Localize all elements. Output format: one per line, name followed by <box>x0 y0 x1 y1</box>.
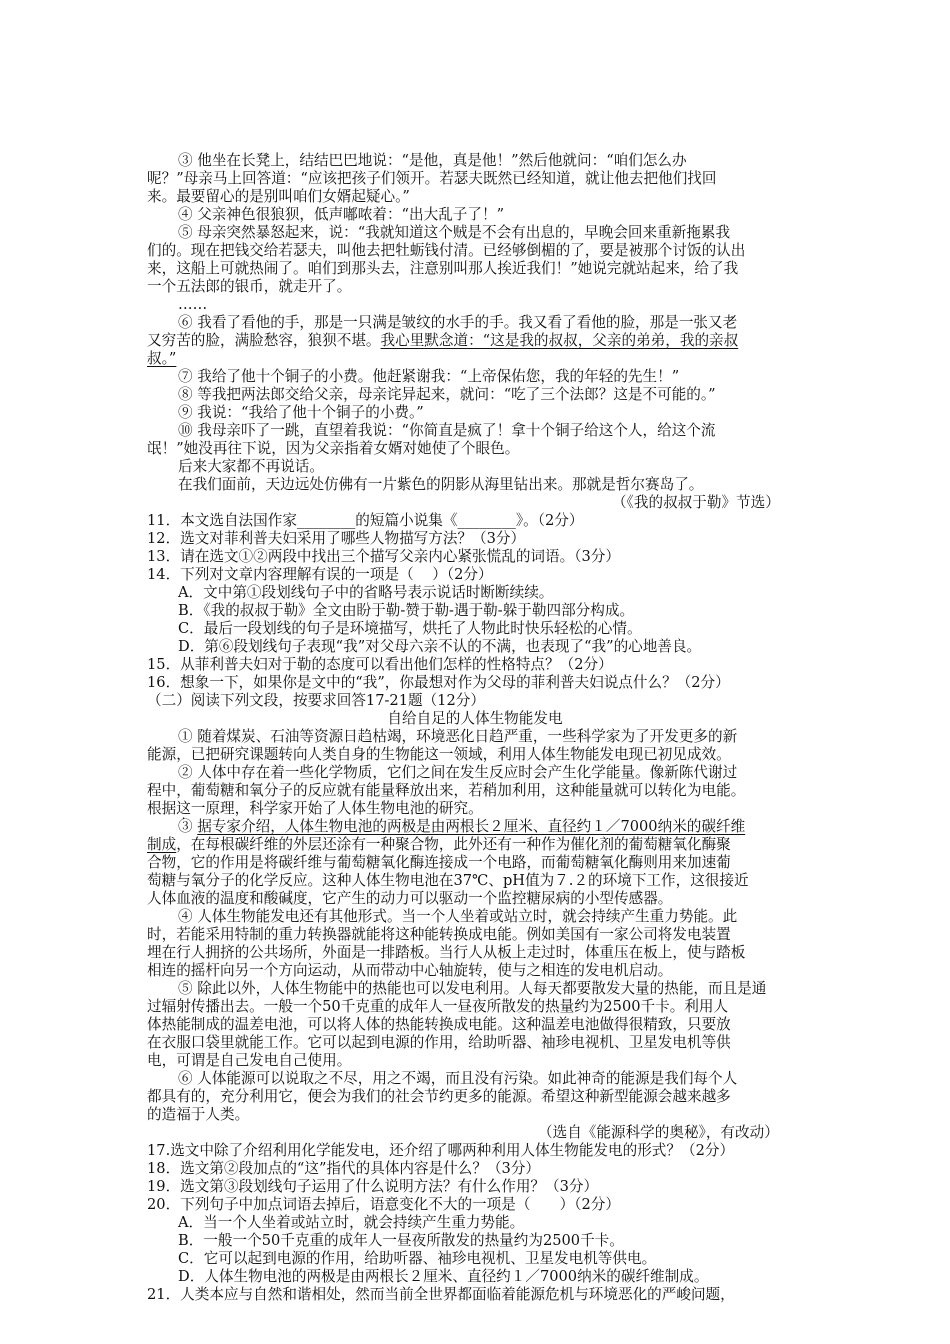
article-paragraph-3-line: 合物，它的作用是将碳纤维与葡萄糖氧化酶连接成一个电路，而葡萄糖氧化酶则用来加速葡 <box>147 854 731 871</box>
article-paragraph-2-line: 程中，葡萄糖和氧分子的反应就有能量释放出来，若稍加利用，这种能量就可以转化为电能。 <box>147 782 746 799</box>
story-paragraph-3-line: 来。最要留心的是别叫咱们女婿起疑心。” <box>147 188 410 205</box>
article-paragraph-5: ⑤ 除此以外，人体生物能中的热能也可以发电利用。人每天都要散发大量的热能，而且是通 <box>178 980 767 997</box>
article-paragraph-2-line <box>147 799 483 818</box>
question-16: 16．想象一下，如果你是文中的“我”，你最想对作为父母的菲利普夫妇说点什么？（2分） <box>147 674 730 691</box>
story-paragraph-7: ⑦ 我给了他十个铜子的小费。他赶紧谢我：“上帝保佑您，我的年轻的先生！” <box>178 368 680 385</box>
article-paragraph-1-line: 能源，已把研究课题转向人类自身的生物能这一领域，利用人体生物能发电现已初见成效。 <box>147 746 731 763</box>
article-text: ③ <box>178 818 198 835</box>
story-paragraph-9: ⑨ 我说：“我给了他十个铜子的小费。” <box>178 404 424 421</box>
question-14-option-a: A．文中第①段划线句子中的省略号表示说话时断断续续。 <box>178 584 554 601</box>
story-paragraph-6: ⑥ 我看了看他的手，那是一只满是皱纹的水手的手。我又看了看他的脸，那是一张又老 <box>178 314 738 331</box>
story-paragraph-11: 后来大家都不再说话。 <box>178 458 324 475</box>
question-12: 12．选文对菲利普夫妇采用了哪些人物描写方法？（3分） <box>147 530 526 547</box>
article-paragraph-6-line: 的造福于人类。 <box>147 1106 250 1123</box>
question-20-option-b: B．一般一个50千克重的成年人一昼夜所散发的热量约为2500千卡。 <box>178 1232 624 1249</box>
article-paragraph-1: ① 随着煤炭、石油等资源日趋枯竭，环境恶化日趋严重，一些科学家为了开发更多的新 <box>178 728 738 745</box>
article-paragraph-3-line <box>147 835 731 854</box>
question-20-option-d: D．人体生物电池的两极是由两根长２厘米、直径约１／7000纳米的碳纤维制成。 <box>178 1268 709 1285</box>
question-17: 17.选文中除了介绍利用化学能发电，还介绍了哪两种利用人体生物能发电的形式？（2分） <box>147 1142 735 1159</box>
story-paragraph-5-line: 一个五法郎的银币，就走开了。 <box>147 278 352 295</box>
question-20-option-a: A．当一个人坐着或站立时，就会持续产生重力势能。 <box>178 1214 525 1231</box>
article-paragraph-6: ⑥ 人体能源可以说取之不尽，用之不竭，而且没有污染。如此神奇的能源是我们每个人 <box>178 1070 738 1087</box>
story-paragraph-10-line: 氓！”她没再往下说，因为父亲指着女婿对她使了个眼色。 <box>147 440 520 457</box>
question-14-option-c: C．最后一段划线的句子是环境描写，烘托了人物此时快乐轻松的心情。 <box>178 620 642 637</box>
underlined-sentence: 据专家介绍，人体生物电池的两极是由两根长２厘米、直径约１／7000纳米的碳纤维 <box>197 818 746 835</box>
dotted-word: 这 <box>176 800 191 817</box>
question-11: 11．本文选自法国作家________的短篇小说集《________》。（2分） <box>147 512 584 529</box>
underlined-sentence: 制成 <box>147 836 177 853</box>
underlined-sentence: 叔。” <box>147 350 177 367</box>
story-paragraph-3-line: 呢？”母亲马上回答道：“应该把孩子们领开。若瑟夫既然已经知道，就让他去把他们找回 <box>147 170 717 187</box>
article-paragraph-4-line: 时，若能采用特制的重力转换器就能将这种能转换成电能。例如美国有一家公司将发电装置 <box>147 926 731 943</box>
story-paragraph-12: 在我们面前，天边远处仿佛有一片紫色的阴影从海里钻出来。那就是哲尔赛岛了。 <box>178 476 704 493</box>
story-paragraph-6-line <box>147 349 176 368</box>
question-14-option-d: D．第⑥段划线句子表现“我”对父母六亲不认的不满，也表现了“我”的心地善良。 <box>178 638 702 655</box>
article-text: ，在每根碳纤维的外层还涂有一种聚合物，此外还有一种作为催化剂的葡萄糖氧化酶聚 <box>176 836 731 853</box>
story-text: 又穷苦的脸，满脸愁容，狼狈不堪。 <box>147 332 381 349</box>
article-paragraph-5-line: 体热能制成的温差电池，可以将人体的热能转换成电能。这种温差电池做得很精致，只要放 <box>147 1016 731 1033</box>
question-20: 20．下列句子中加点词语去掉后，语意变化不大的一项是（ ）（2分） <box>147 1196 620 1213</box>
article-paragraph-4-line: 埋在行人拥挤的公共场所，外面是一排踏板。当行人从板上走过时，体重压在板上，使与踏板 <box>147 944 746 961</box>
question-20-option-c: C．它可以起到电源的作用，给助听器、袖珍电视机、卫星发电机等供电。 <box>178 1250 657 1267</box>
article-paragraph-5-line: 在衣服口袋里就能工作。它可以起到电源的作用，给助听器、袖珍电视机、卫星发电机等供 <box>147 1034 731 1051</box>
article-paragraph-2: ② 人体中存在着一些化学物质，它们之间在发生反应时会产生化学能量。像新陈代谢过 <box>178 764 738 781</box>
question-18: 18．选文第②段加点的“这”指代的具体内容是什么？（3分） <box>147 1160 541 1177</box>
story-source: （《我的叔叔于勒》节选） <box>612 494 780 511</box>
article-text: 一原理，科学家开始了人体生物电池的研究。 <box>190 800 483 817</box>
article-paragraph-5-line: 电，可谓是自己发电自己使用。 <box>147 1052 352 1069</box>
story-paragraph-10: ⑩ 我母亲吓了一跳，直望着我说：“你简直是疯了！拿十个铜子给这个人，给这个流 <box>178 422 716 439</box>
question-15: 15．从菲利普夫妇对于勒的态度可以看出他们怎样的性格特点？（2分） <box>147 656 613 673</box>
article-paragraph-3-line: 萄糖与氧分子的化学反应。这种人体生物电池在37℃、pH值为７.２的环境下工作，这很接近 <box>147 872 749 889</box>
story-paragraph-4: ④ 父亲神色很狼狈，低声嘟哝着：“出大乱子了！” <box>178 206 505 223</box>
article-text: 根据 <box>147 800 177 817</box>
story-paragraph-5: ⑤ 母亲突然暴怒起来，说：“我就知道这个贼是不会有出息的，早晚会回来重新拖累我 <box>178 224 731 241</box>
underlined-sentence: 我心里默念道：“这是我的叔叔，父亲的弟弟，我的亲叔 <box>380 332 739 349</box>
story-paragraph-5-line: 来，这船上可就热闹了。咱们到那头去，注意别叫那人挨近我们！”她说完就站起来，给了我 <box>147 260 739 277</box>
question-19: 19．选文第③段划线句子运用了什么说明方法？有什么作用？（3分） <box>147 1178 599 1195</box>
story-paragraph-3: ③ 他坐在长凳上，结结巴巴地说：“是他，真是他！”然后他就问：“咱们怎么办 <box>178 152 687 169</box>
question-13: 13．请在选文①②两段中找出三个描写父亲内心紧张慌乱的词语。（3分） <box>147 548 620 565</box>
article-source: （选自《能源科学的奥秘》，有改动） <box>538 1124 779 1141</box>
question-14-option-b: B．《我的叔叔于勒》全文由盼于勒-赞于勒-遇于勒-躲于勒四部分构成。 <box>178 602 635 619</box>
article-paragraph-3-line: 人体血液的温度和酸碱度，它产生的动力可以驱动一个监控糖尿病的小型传感器。 <box>147 890 673 907</box>
article-paragraph-3 <box>178 817 745 836</box>
question-14: 14．下列对文章内容理解有误的一项是（ ）（2分） <box>147 566 493 583</box>
story-paragraph-8: ⑧ 等我把两法郎交给父亲，母亲诧异起来，就问：“吃了三个法郎？这是不可能的。” <box>178 386 716 403</box>
story-paragraph-5-line: 们的。现在把钱交给若瑟夫，叫他去把牡蛎钱付清。已经够倒楣的了，要是被那个讨饭的认出 <box>147 242 746 259</box>
article-paragraph-5-line: 过辐射传播出去。一般一个50千克重的成年人一昼夜所散发的热量约为2500千卡。利用人 <box>147 998 729 1015</box>
question-21: 21．人类本应与自然和谐相处，然而当前全世界都面临着能源危机与环境恶化的严峻问题， <box>147 1286 735 1303</box>
article-paragraph-6-line: 都具有的，充分利用它，便会为我们的社会节约更多的能源。希望这种新型能源会越来越多 <box>147 1088 731 1105</box>
article-title: 自给自足的人体生物能发电 <box>387 710 563 727</box>
article-paragraph-4: ④ 人体生物能发电还有其他形式。当一个人坐着或站立时，就会持续产生重力势能。此 <box>178 908 738 925</box>
article-paragraph-4-line: 相连的摇杆向另一个方向运动，从而带动中心轴旋转，使与之相连的发电机启动。 <box>147 962 673 979</box>
story-paragraph-6-line <box>147 331 738 350</box>
story-ellipsis: …… <box>178 296 208 313</box>
section-two-heading: （二）阅读下列文段，按要求回答17-21题（12分） <box>147 692 485 709</box>
